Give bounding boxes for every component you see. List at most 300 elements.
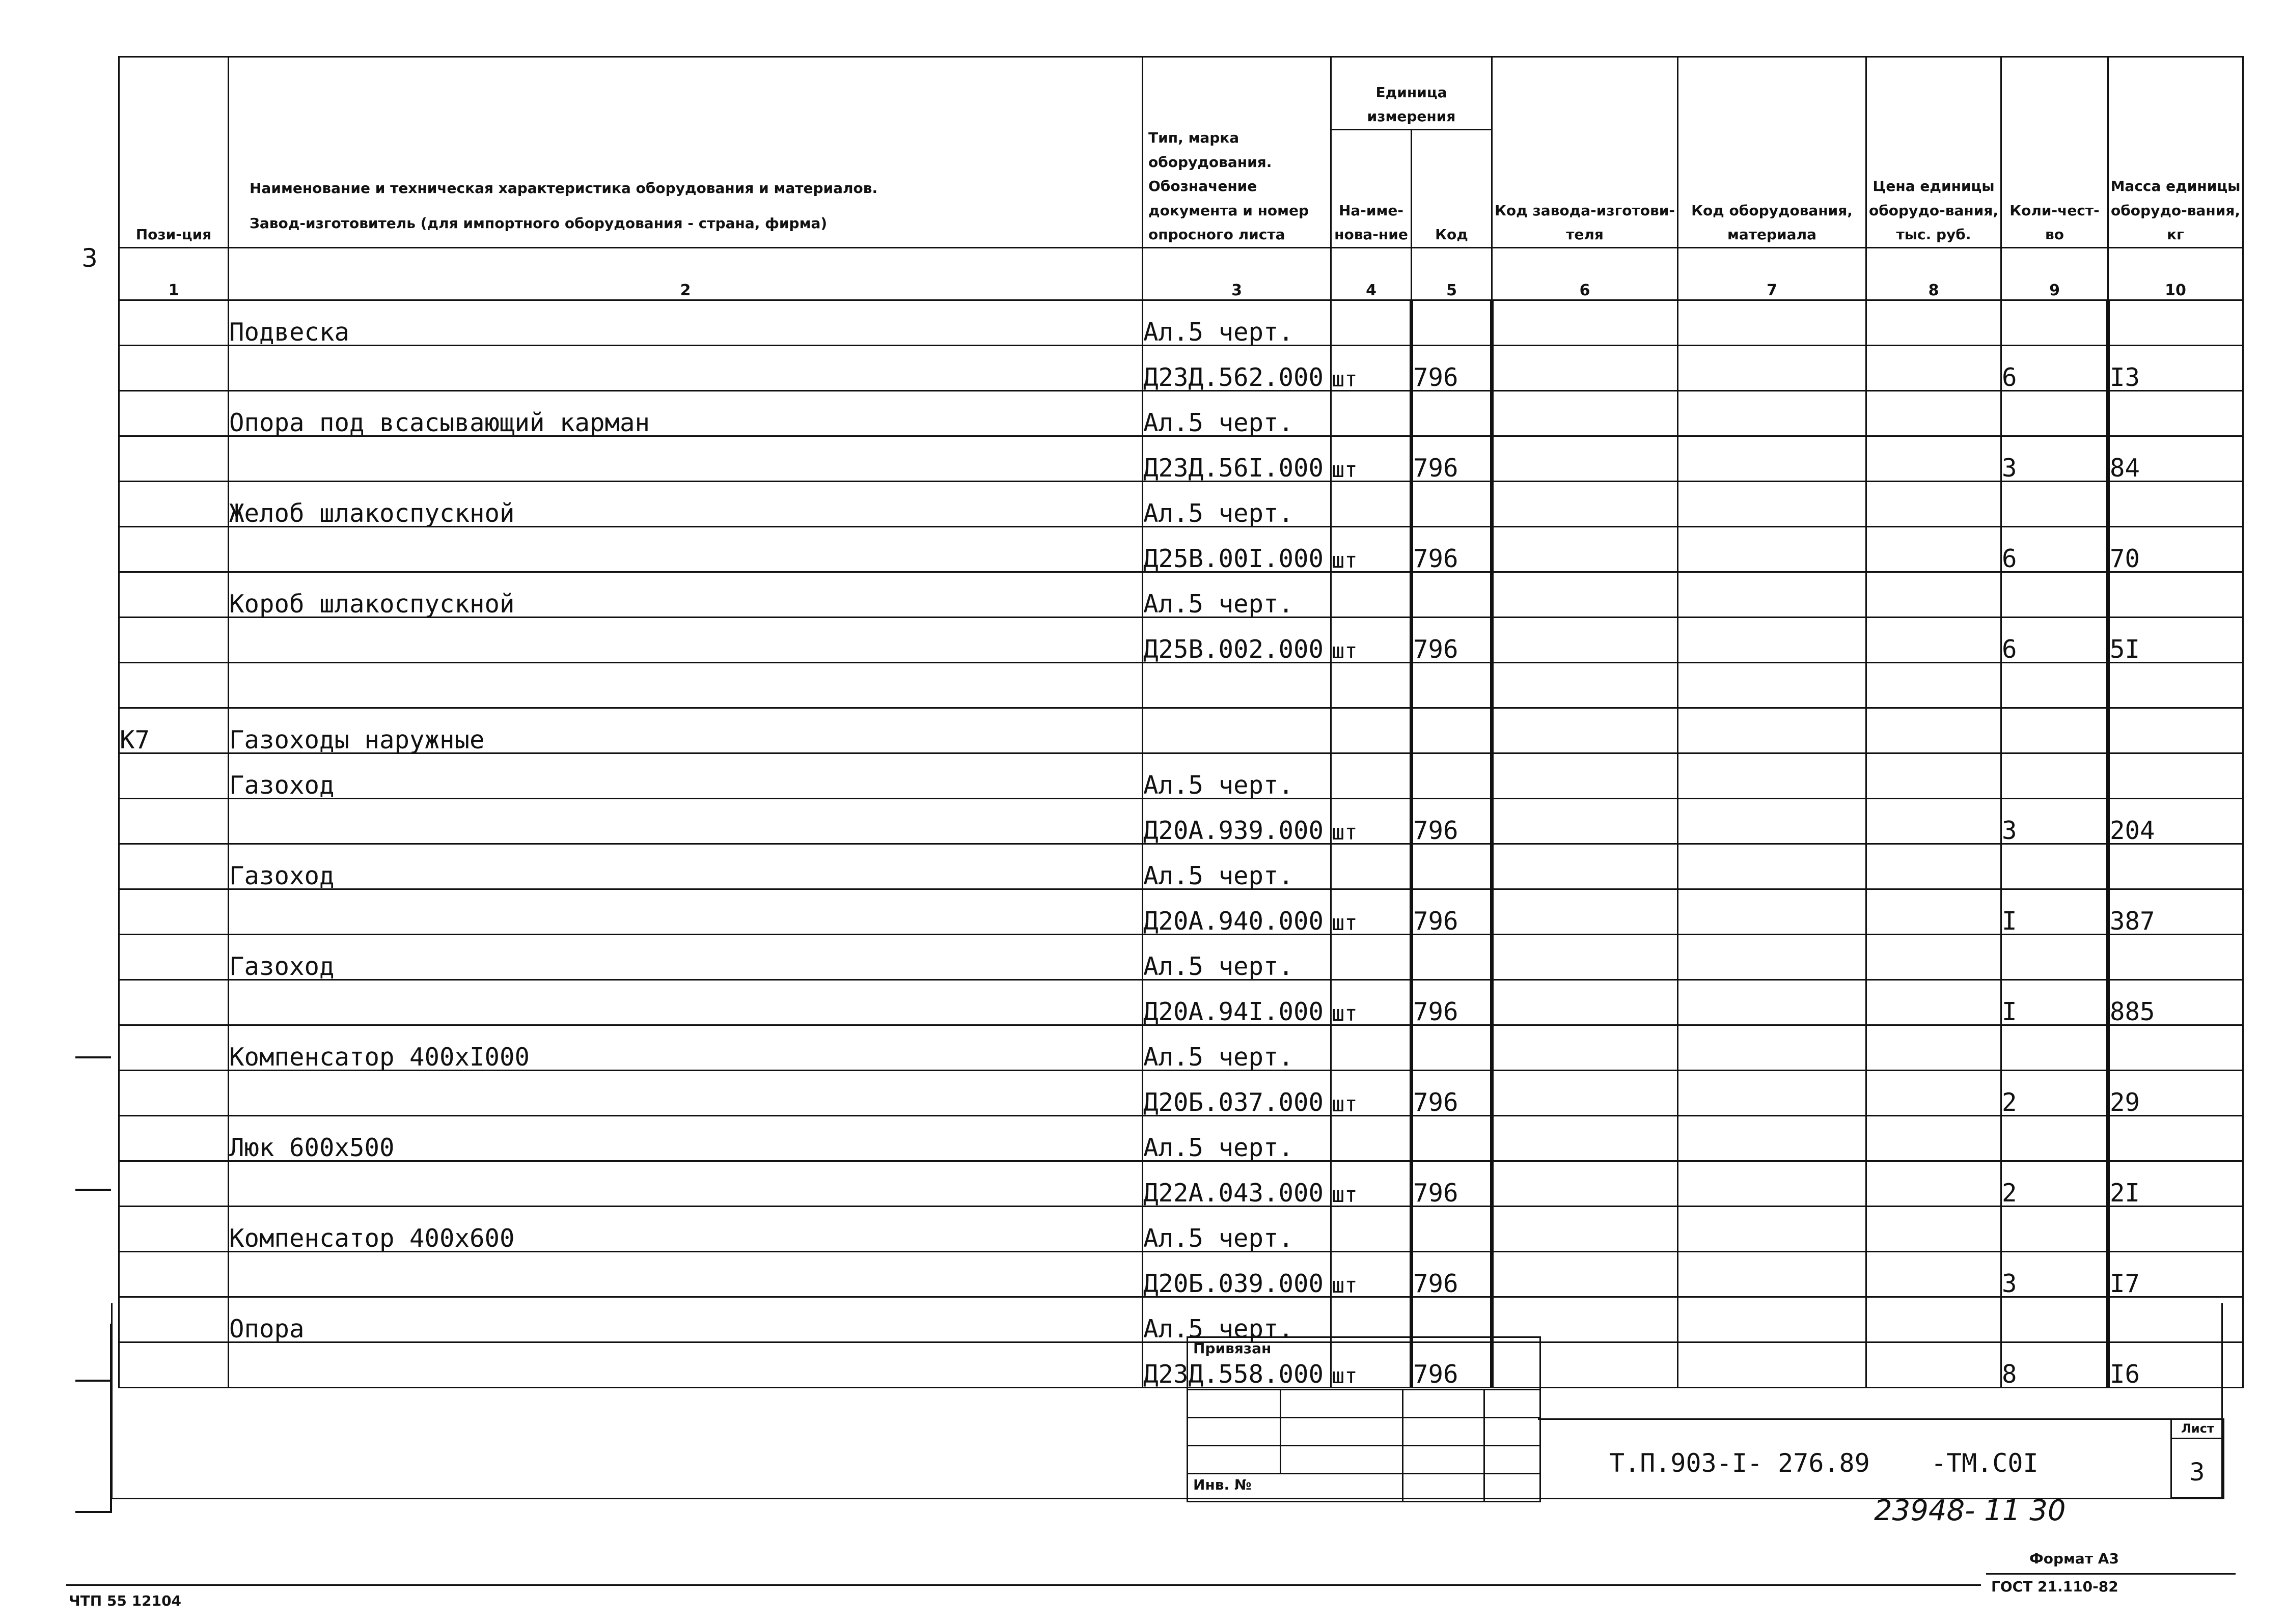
inventory-label: Инв. №	[1193, 1476, 1252, 1493]
row-mass: 885	[2108, 980, 2243, 1025]
row-document: Ал.5 черт.	[1143, 935, 1331, 980]
row-unit-code	[1412, 482, 1492, 527]
row-equipment-code	[1678, 300, 1866, 346]
header-mass: Масса единицы оборудо-вания, кг	[2108, 57, 2243, 248]
row-price	[1866, 1207, 2001, 1252]
binding-line	[75, 1380, 111, 1382]
title-block-top-line	[1538, 1418, 2223, 1420]
row-equipment-code	[1678, 1025, 1866, 1071]
stamp-line	[1188, 1445, 1539, 1446]
row-factory-code	[1492, 980, 1678, 1025]
row-unit-code: 796	[1412, 980, 1492, 1025]
row-unit-code	[1412, 572, 1492, 618]
row-price	[1866, 844, 2001, 889]
row-unit-code	[1412, 935, 1492, 980]
column-number: 7	[1678, 248, 1866, 300]
row-unit	[1331, 708, 1412, 753]
row-mass	[2108, 1025, 2243, 1071]
row-mass	[2108, 391, 2243, 436]
row-name: Подвеска	[229, 300, 1143, 346]
row-unit: шт	[1331, 346, 1412, 391]
header-type: Тип, марка оборудования. Обозначение документа и номер опросного листа	[1143, 57, 1331, 248]
table-row	[119, 1071, 2243, 1116]
row-document: Д20А.94I.000	[1143, 980, 1331, 1025]
row-unit-code	[1412, 753, 1492, 799]
row-name: Компенсатор 400х600	[229, 1207, 1143, 1252]
row-unit: шт	[1331, 980, 1412, 1025]
sheet-label: Лист	[2181, 1421, 2214, 1436]
row-position	[119, 1252, 229, 1297]
row-price	[1866, 482, 2001, 527]
row-mass	[2108, 300, 2243, 346]
row-unit	[1331, 1116, 1412, 1161]
row-document: Ал.5 черт.	[1143, 300, 1331, 346]
row-unit	[1331, 572, 1412, 618]
row-quantity	[2001, 844, 2108, 889]
footer-code: ЧТП 55 12104	[69, 1592, 182, 1609]
column-number: 9	[2001, 248, 2108, 300]
row-name: Опора под всасывающий карман	[229, 391, 1143, 436]
row-document: Д20А.939.000	[1143, 799, 1331, 844]
row-name	[229, 1252, 1143, 1297]
table-row	[119, 799, 2243, 844]
column-number: 3	[1143, 248, 1331, 300]
table-row	[119, 391, 2243, 436]
row-equipment-code	[1678, 618, 1866, 663]
row-position	[119, 1161, 229, 1207]
header-name-line1: Наименование и техническая характеристика оборудования и материалов.	[250, 179, 878, 197]
row-price	[1866, 346, 2001, 391]
row-unit	[1331, 391, 1412, 436]
row-price	[1866, 708, 2001, 753]
row-position	[119, 527, 229, 572]
row-quantity	[2001, 1297, 2108, 1342]
row-position	[119, 482, 229, 527]
row-position	[119, 799, 229, 844]
row-unit	[1331, 1207, 1412, 1252]
row-unit-code: 796	[1412, 1071, 1492, 1116]
row-mass	[2108, 482, 2243, 527]
row-mass: 70	[2108, 527, 2243, 572]
row-equipment-code	[1678, 980, 1866, 1025]
table-row	[119, 1161, 2243, 1207]
row-mass	[2108, 708, 2243, 753]
row-equipment-code	[1678, 1342, 1866, 1388]
row-price	[1866, 1161, 2001, 1207]
row-equipment-code	[1678, 1297, 1866, 1342]
row-factory-code	[1492, 391, 1678, 436]
row-equipment-code	[1678, 1071, 1866, 1116]
row-price	[1866, 980, 2001, 1025]
row-quantity	[2001, 572, 2108, 618]
row-factory-code	[1492, 1025, 1678, 1071]
row-price	[1866, 1025, 2001, 1071]
row-name	[229, 980, 1143, 1025]
row-price	[1866, 1297, 2001, 1342]
row-equipment-code	[1678, 1207, 1866, 1252]
row-equipment-code	[1678, 663, 1866, 708]
row-factory-code	[1492, 572, 1678, 618]
row-quantity: I	[2001, 980, 2108, 1025]
row-quantity	[2001, 708, 2108, 753]
row-unit-code	[1412, 1207, 1492, 1252]
row-price	[1866, 889, 2001, 935]
row-unit: шт	[1331, 1252, 1412, 1297]
header-price: Цена единицы оборудо-вания, тыс. руб.	[1866, 57, 2001, 248]
row-document: Ал.5 черт.	[1143, 1116, 1331, 1161]
row-unit-code: 796	[1412, 1342, 1492, 1388]
row-unit: шт	[1331, 799, 1412, 844]
header-equipment-code: Код оборудования, материала	[1678, 57, 1866, 248]
row-name: Желоб шлакоспускной	[229, 482, 1143, 527]
column-number-row	[119, 248, 2243, 300]
row-name: Короб шлакоспускной	[229, 572, 1143, 618]
row-price	[1866, 1071, 2001, 1116]
row-factory-code	[1492, 300, 1678, 346]
document-code	[1609, 1448, 2039, 1478]
row-unit: шт	[1331, 527, 1412, 572]
row-unit-code: 796	[1412, 1161, 1492, 1207]
row-position	[119, 1207, 229, 1252]
row-position	[119, 753, 229, 799]
row-equipment-code	[1678, 889, 1866, 935]
row-factory-code	[1492, 1207, 1678, 1252]
table-row	[119, 708, 2243, 753]
row-quantity: 3	[2001, 1252, 2108, 1297]
row-unit	[1331, 482, 1412, 527]
row-document: Ал.5 черт.	[1143, 482, 1331, 527]
row-document: Ал.5 черт.	[1143, 1207, 1331, 1252]
row-position	[119, 1025, 229, 1071]
table-row	[119, 1116, 2243, 1161]
row-document: Д23Д.558.000	[1143, 1342, 1331, 1388]
row-position	[119, 889, 229, 935]
row-document: Д20Б.037.000	[1143, 1071, 1331, 1116]
row-quantity: 3	[2001, 799, 2108, 844]
stamp-line	[1280, 1389, 1281, 1473]
row-price	[1866, 1342, 2001, 1388]
row-unit: шт	[1331, 1342, 1412, 1388]
stamp-line	[1188, 1417, 1539, 1418]
bound-label: Привязан	[1193, 1340, 1272, 1357]
row-equipment-code	[1678, 527, 1866, 572]
bound-stamp	[1187, 1336, 1541, 1502]
row-unit-code	[1412, 708, 1492, 753]
row-equipment-code	[1678, 799, 1866, 844]
specification-body	[119, 300, 2243, 1388]
header-factory-code: Код завода-изготови-теля	[1492, 57, 1678, 248]
row-name	[229, 436, 1143, 482]
row-mass: 29	[2108, 1071, 2243, 1116]
row-unit: шт	[1331, 889, 1412, 935]
row-position: К7	[119, 708, 229, 753]
row-price	[1866, 300, 2001, 346]
row-position	[119, 1116, 229, 1161]
row-mass	[2108, 844, 2243, 889]
row-unit	[1331, 1297, 1412, 1342]
column-number: 8	[1866, 248, 2001, 300]
row-factory-code	[1492, 1116, 1678, 1161]
row-document	[1143, 708, 1331, 753]
row-equipment-code	[1678, 1116, 1866, 1161]
table-row	[119, 618, 2243, 663]
row-position	[119, 663, 229, 708]
table-row	[119, 527, 2243, 572]
column-number: 1	[119, 248, 229, 300]
header-position: Пози-ция	[119, 57, 229, 248]
row-name: Газоходы наружные	[229, 708, 1143, 753]
row-unit-code: 796	[1412, 618, 1492, 663]
row-name	[229, 799, 1143, 844]
row-equipment-code	[1678, 1252, 1866, 1297]
sheet-number: 3	[2189, 1458, 2205, 1487]
row-unit-code	[1412, 844, 1492, 889]
row-unit: шт	[1331, 1071, 1412, 1116]
row-price	[1866, 935, 2001, 980]
row-mass	[2108, 663, 2243, 708]
row-document: Д23Д.562.000	[1143, 346, 1331, 391]
header-name-line2: Завод-изготовитель (для импортного оборудования - страна, фирма)	[250, 215, 828, 232]
table-row	[119, 1342, 2243, 1388]
table-row	[119, 300, 2243, 346]
table-row	[119, 346, 2243, 391]
row-unit-code: 796	[1412, 436, 1492, 482]
row-quantity: 2	[2001, 1071, 2108, 1116]
row-quantity	[2001, 935, 2108, 980]
row-unit-code	[1412, 663, 1492, 708]
row-mass: 84	[2108, 436, 2243, 482]
row-factory-code	[1492, 935, 1678, 980]
row-mass: 387	[2108, 889, 2243, 935]
row-position	[119, 436, 229, 482]
row-unit-code: 796	[1412, 1252, 1492, 1297]
row-quantity	[2001, 663, 2108, 708]
row-name: Газоход	[229, 753, 1143, 799]
row-equipment-code	[1678, 1161, 1866, 1207]
row-factory-code	[1492, 436, 1678, 482]
format-underline	[1986, 1573, 2236, 1575]
binding-line	[75, 1189, 111, 1191]
row-document: Ал.5 черт.	[1143, 391, 1331, 436]
row-document: Д20А.940.000	[1143, 889, 1331, 935]
standard-label: ГОСТ 21.110-82	[1991, 1578, 2118, 1595]
row-unit	[1331, 300, 1412, 346]
row-unit	[1331, 1025, 1412, 1071]
row-unit	[1331, 753, 1412, 799]
row-name	[229, 889, 1143, 935]
row-price	[1866, 618, 2001, 663]
row-quantity	[2001, 300, 2108, 346]
row-equipment-code	[1678, 482, 1866, 527]
row-name: Опора	[229, 1297, 1143, 1342]
row-position	[119, 391, 229, 436]
row-position	[119, 346, 229, 391]
row-document: Ал.5 черт.	[1143, 1297, 1331, 1342]
row-mass	[2108, 753, 2243, 799]
specification-table	[118, 56, 2244, 1388]
row-position	[119, 1297, 229, 1342]
row-mass: I7	[2108, 1252, 2243, 1297]
row-document: Д25В.002.000	[1143, 618, 1331, 663]
row-document: Ал.5 черт.	[1143, 753, 1331, 799]
table-row	[119, 844, 2243, 889]
binding-line	[75, 1056, 111, 1058]
row-quantity: I	[2001, 889, 2108, 935]
row-quantity: 6	[2001, 618, 2108, 663]
row-quantity: 2	[2001, 1161, 2108, 1207]
row-price	[1866, 799, 2001, 844]
row-unit: шт	[1331, 436, 1412, 482]
table-row	[119, 1297, 2243, 1342]
footer-line	[66, 1584, 1981, 1586]
row-price	[1866, 753, 2001, 799]
row-mass: 2I	[2108, 1161, 2243, 1207]
row-quantity	[2001, 1116, 2108, 1161]
row-equipment-code	[1678, 391, 1866, 436]
row-mass: 5I	[2108, 618, 2243, 663]
row-name	[229, 1071, 1143, 1116]
row-factory-code	[1492, 618, 1678, 663]
row-document: Д23Д.56I.000	[1143, 436, 1331, 482]
row-unit-code	[1412, 1025, 1492, 1071]
column-number: 5	[1412, 248, 1492, 300]
handwritten-number: 23948- 11 30	[1874, 1494, 2066, 1527]
row-quantity	[2001, 753, 2108, 799]
format-label: Формат А3	[2029, 1550, 2119, 1567]
row-mass	[2108, 572, 2243, 618]
stamp-line	[1402, 1389, 1403, 1501]
row-mass	[2108, 1116, 2243, 1161]
row-position	[119, 980, 229, 1025]
row-position	[119, 572, 229, 618]
table-row	[119, 753, 2243, 799]
header-row	[119, 57, 2243, 130]
table-row	[119, 1207, 2243, 1252]
table-row	[119, 889, 2243, 935]
row-unit-code	[1412, 1297, 1492, 1342]
row-factory-code	[1492, 844, 1678, 889]
row-factory-code	[1492, 889, 1678, 935]
table-row	[119, 935, 2243, 980]
row-name	[229, 618, 1143, 663]
row-document: Д22А.043.000	[1143, 1161, 1331, 1207]
column-number: 10	[2108, 248, 2243, 300]
row-unit-code	[1412, 300, 1492, 346]
row-factory-code	[1492, 799, 1678, 844]
row-price	[1866, 663, 2001, 708]
column-number: 2	[229, 248, 1143, 300]
row-price	[1866, 391, 2001, 436]
row-factory-code	[1492, 1297, 1678, 1342]
frame-right-line	[2221, 1303, 2223, 1499]
row-quantity: 6	[2001, 527, 2108, 572]
row-name: Газоход	[229, 935, 1143, 980]
row-equipment-code	[1678, 753, 1866, 799]
row-price	[1866, 1252, 2001, 1297]
document-code-main: Т.П.903-I- 276.89	[1609, 1448, 1870, 1478]
header-quantity: Коли-чест-во	[2001, 57, 2108, 248]
row-factory-code	[1492, 708, 1678, 753]
row-quantity: 8	[2001, 1342, 2108, 1388]
row-quantity: 3	[2001, 436, 2108, 482]
row-equipment-code	[1678, 346, 1866, 391]
table-row	[119, 436, 2243, 482]
row-unit	[1331, 663, 1412, 708]
row-name	[229, 346, 1143, 391]
column-number: 4	[1331, 248, 1412, 300]
row-quantity	[2001, 1207, 2108, 1252]
header-name	[229, 57, 1143, 248]
row-position	[119, 1071, 229, 1116]
row-mass: I3	[2108, 346, 2243, 391]
row-document: Д25В.00I.000	[1143, 527, 1331, 572]
row-name: Люк 600х500	[229, 1116, 1143, 1161]
row-factory-code	[1492, 1161, 1678, 1207]
frame-left-line	[111, 1303, 113, 1499]
header-unit-name: На-име-нова-ние	[1331, 130, 1412, 248]
row-document: Ал.5 черт.	[1143, 1025, 1331, 1071]
row-equipment-code	[1678, 572, 1866, 618]
row-mass: I6	[2108, 1342, 2243, 1388]
document-code-suffix: -ТМ.С0I	[1931, 1448, 2039, 1478]
row-factory-code	[1492, 527, 1678, 572]
row-unit	[1331, 935, 1412, 980]
row-quantity: 6	[2001, 346, 2108, 391]
row-factory-code	[1492, 1071, 1678, 1116]
row-position	[119, 844, 229, 889]
row-unit: шт	[1331, 1161, 1412, 1207]
row-document: Д20Б.039.000	[1143, 1252, 1331, 1297]
row-mass	[2108, 1207, 2243, 1252]
row-unit-code	[1412, 1116, 1492, 1161]
table-row	[119, 572, 2243, 618]
stamp-line	[1188, 1389, 1539, 1390]
row-document: Ал.5 черт.	[1143, 844, 1331, 889]
header-unit-code: Код	[1412, 130, 1492, 248]
table-row	[119, 663, 2243, 708]
row-factory-code	[1492, 346, 1678, 391]
row-factory-code	[1492, 1252, 1678, 1297]
row-name	[229, 1342, 1143, 1388]
row-factory-code	[1492, 753, 1678, 799]
row-equipment-code	[1678, 436, 1866, 482]
row-equipment-code	[1678, 708, 1866, 753]
row-position	[119, 300, 229, 346]
sheet-cell	[2170, 1418, 2224, 1499]
row-mass	[2108, 935, 2243, 980]
row-document: Ал.5 черт.	[1143, 572, 1331, 618]
sheet-label-divider	[2172, 1438, 2223, 1439]
row-position	[119, 1342, 229, 1388]
row-unit-code: 796	[1412, 889, 1492, 935]
row-name: Компенсатор 400хI000	[229, 1025, 1143, 1071]
row-price	[1866, 436, 2001, 482]
row-factory-code	[1492, 663, 1678, 708]
row-unit-code	[1412, 391, 1492, 436]
row-quantity	[2001, 391, 2108, 436]
row-mass: 204	[2108, 799, 2243, 844]
page-number-mark: 3	[81, 243, 98, 273]
row-unit-code: 796	[1412, 799, 1492, 844]
row-position	[119, 935, 229, 980]
row-quantity	[2001, 482, 2108, 527]
table-row	[119, 1252, 2243, 1297]
row-equipment-code	[1678, 935, 1866, 980]
row-price	[1866, 572, 2001, 618]
row-price	[1866, 1116, 2001, 1161]
row-name	[229, 1161, 1143, 1207]
row-name	[229, 663, 1143, 708]
